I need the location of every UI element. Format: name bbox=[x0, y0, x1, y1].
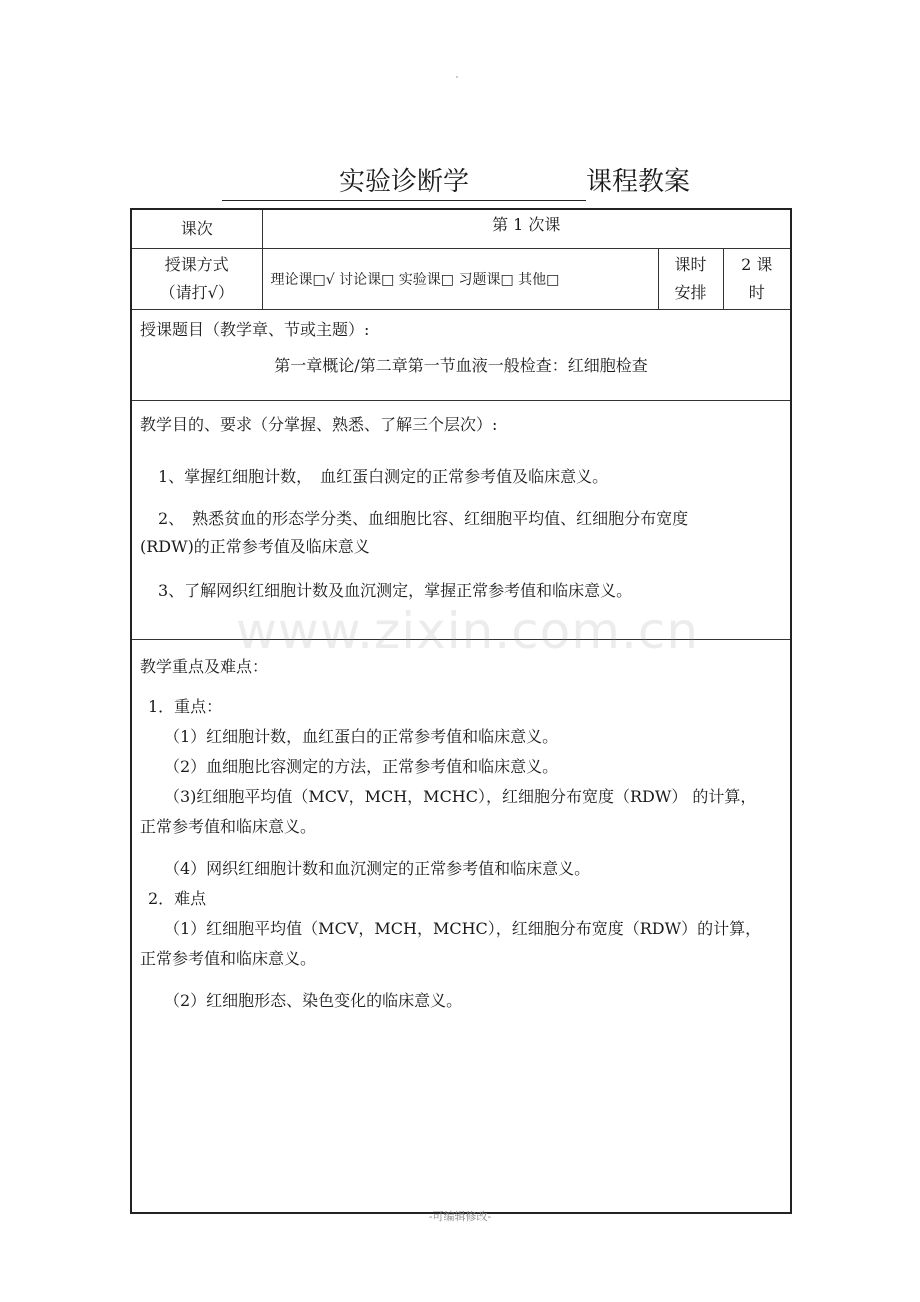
objective-item-1: 1、掌握红细胞计数， 血红蛋白测定的正常参考值及临床意义。 bbox=[158, 467, 609, 486]
objectives-label: 教学目的、要求（分掌握、熟悉、了解三个层次）: bbox=[140, 415, 498, 434]
hours-value-line1: 2 课 bbox=[741, 255, 773, 274]
difficulty-item-1: （1）红细胞平均值（MCV，MCH，MCHC），红细胞分布宽度（RDW）的计算， bbox=[164, 919, 762, 938]
hours-label-line1: 课时 bbox=[674, 255, 707, 274]
focus-item-4: （4）网织红细胞计数和血沉测定的正常参考值和临床意义。 bbox=[164, 859, 591, 878]
hours-value bbox=[723, 249, 791, 310]
hours-label bbox=[658, 249, 723, 310]
lesson-row bbox=[131, 209, 791, 249]
focus-heading: 1．重点： bbox=[148, 697, 223, 716]
lesson-plan-table bbox=[130, 208, 792, 1214]
topic-label: 授课题目（教学章、节或主题）: bbox=[140, 320, 370, 339]
page-footer: -可编辑修改- bbox=[428, 1210, 492, 1223]
key-points-row bbox=[131, 640, 791, 1214]
course-name: 实验诊断学 bbox=[222, 164, 586, 201]
lesson-label: 课次 bbox=[131, 209, 262, 249]
objective-item-2: 2、 熟悉贫血的形态学分类、血细胞比容、红细胞平均值、红细胞分布宽度 bbox=[158, 509, 689, 528]
watermark: www.zixin.com.cn bbox=[236, 602, 700, 660]
objectives-row bbox=[131, 401, 791, 640]
difficulty-heading: 2．难点 bbox=[148, 889, 207, 908]
focus-item-1: （1）红细胞计数，血红蛋白的正常参考值和临床意义。 bbox=[164, 727, 559, 746]
objective-item-2-continued: (RDW)的正常参考值及临床意义 bbox=[140, 537, 370, 556]
method-row bbox=[131, 249, 791, 310]
method-label-line1: 授课方式 bbox=[164, 255, 229, 274]
focus-item-2: （2）血细胞比容测定的方法，正常参考值和临床意义。 bbox=[164, 757, 559, 776]
difficulty-item-1-continued: 正常参考值和临床意义。 bbox=[140, 949, 317, 968]
hours-label-line2: 安排 bbox=[674, 283, 707, 302]
method-options: 理论课□√ 讨论课□ 实验课□ 习题课□ 其他□ bbox=[262, 249, 658, 310]
method-label bbox=[131, 249, 262, 310]
topic-value: 第一章概论/第二章第一节血液一般检查：红细胞检查 bbox=[274, 356, 648, 375]
key-points-label: 教学重点及难点： bbox=[140, 657, 269, 676]
topic-row bbox=[131, 310, 791, 401]
topic-block bbox=[131, 310, 791, 401]
difficulty-item-2: （2）红细胞形态、染色变化的临床意义。 bbox=[164, 991, 463, 1010]
method-label-line2: （请打√） bbox=[159, 283, 234, 302]
key-points-block bbox=[131, 640, 791, 1214]
objective-item-3: 3、了解网织红细胞计数及血沉测定，掌握正常参考值和临床意义。 bbox=[158, 581, 633, 600]
objectives-block bbox=[131, 401, 791, 640]
document-title bbox=[222, 164, 702, 200]
lesson-value: 第 1 次课 bbox=[262, 209, 791, 249]
focus-item-3-continued: 正常参考值和临床意义。 bbox=[140, 817, 317, 836]
hours-value-line2: 时 bbox=[748, 283, 765, 302]
page-dot bbox=[456, 76, 458, 78]
title-suffix: 课程教案 bbox=[586, 167, 691, 197]
focus-item-3: （3)红细胞平均值（MCV，MCH，MCHC），红细胞分布宽度（RDW） 的计算， bbox=[164, 787, 757, 806]
